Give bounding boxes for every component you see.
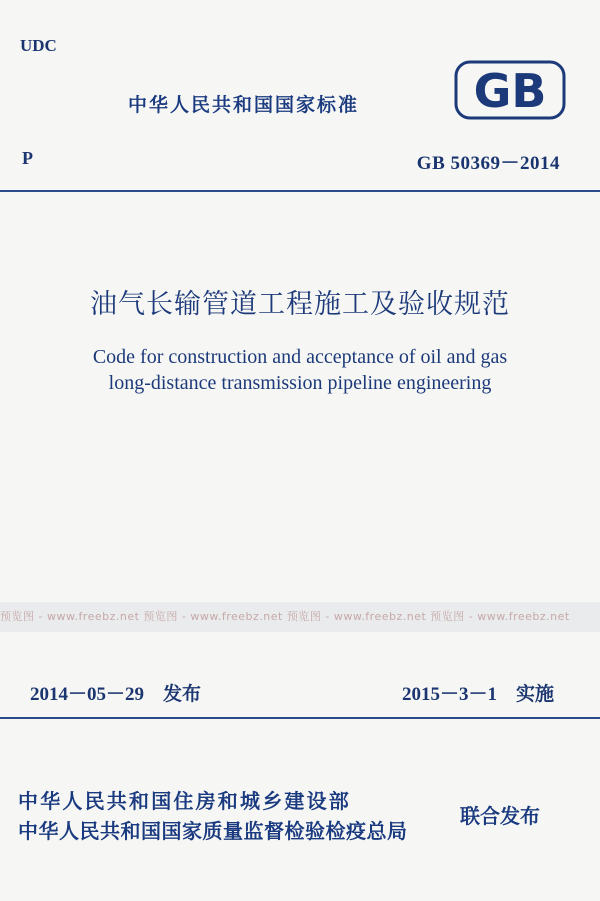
title-english	[0, 344, 600, 396]
publisher-2: 中华人民共和国国家质量监督检验检疫总局	[18, 819, 408, 843]
udc-label: UDC	[20, 36, 57, 55]
title-chinese: 油气长输管道工程施工及验收规范	[90, 289, 510, 320]
title-english-line1: Code for construction and acceptance of oil and gas	[92, 346, 508, 368]
standard-number: GB 50369－2014	[416, 153, 560, 174]
issue-date: 2014－05－29 发布	[30, 684, 202, 705]
standard-type: 中华人民共和国国家标准	[128, 94, 360, 116]
top-divider	[0, 190, 600, 192]
title-english-line2: long-distance transmission pipeline engineering	[108, 372, 492, 394]
gb-logo-icon	[454, 60, 566, 120]
category-code: P	[22, 148, 33, 168]
bottom-divider	[0, 717, 600, 719]
implementation-date: 2015－3－1 实施	[401, 684, 554, 705]
publisher-1: 中华人民共和国住房和城乡建设部	[18, 789, 351, 813]
watermark-band: 预览图 - www.freebz.net 预览图 - www.freebz.net 预览图 - www.freebz.net 预览图 - www.freebz.net	[0, 602, 600, 632]
gb-logo-text: GB	[473, 64, 547, 118]
joint-publication-label: 联合发布	[460, 804, 540, 828]
